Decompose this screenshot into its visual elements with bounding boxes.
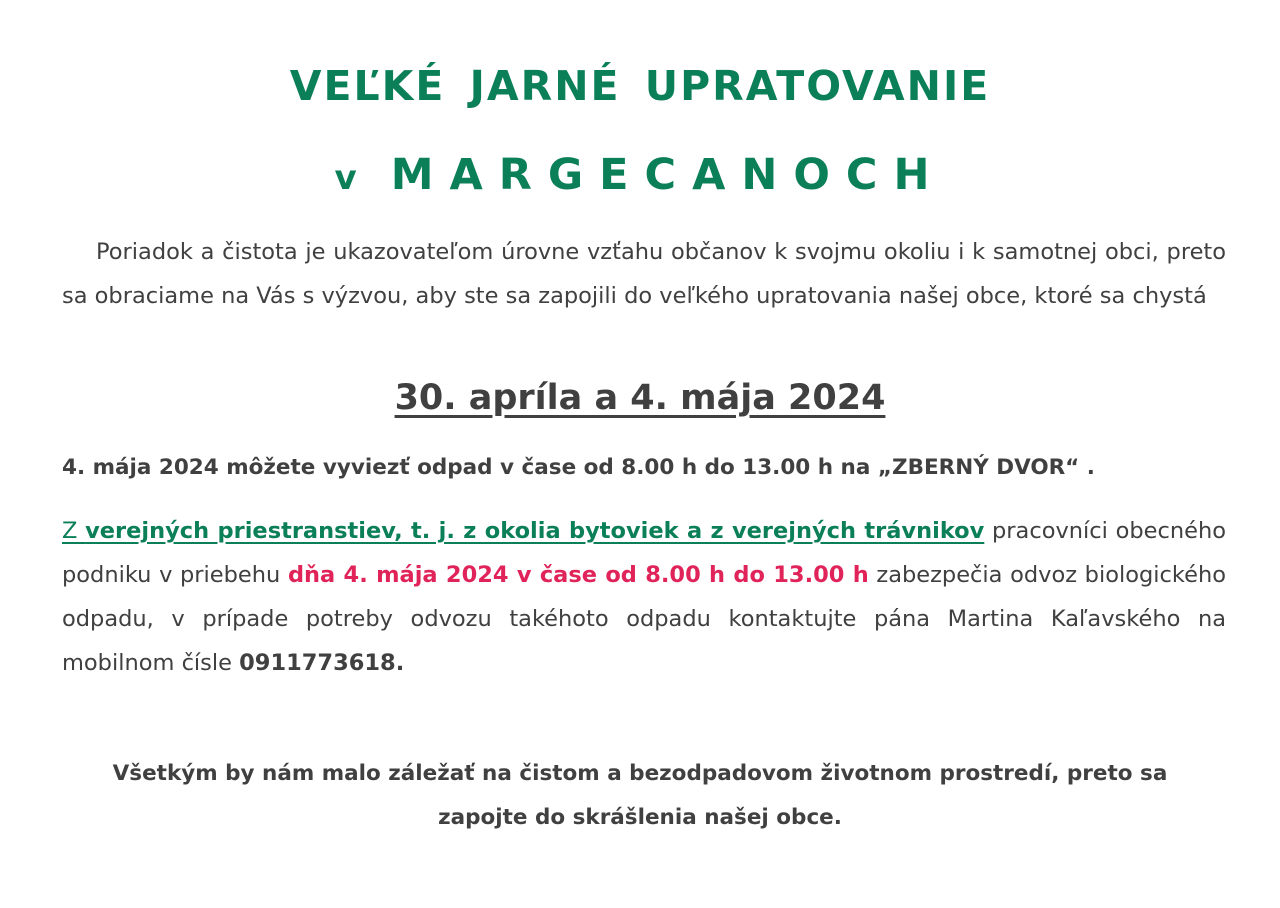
notice-subtitle (0, 150, 1280, 200)
notice-title: VEĽKÉ JARNÉ UPRATOVANIE (289, 62, 991, 110)
collection-paragraph (62, 509, 1226, 685)
contact-phone: 0911773618. (239, 650, 405, 676)
event-dates (0, 378, 1280, 418)
subtitle-prefix: v (334, 158, 357, 198)
collection-text-2: zabezpečia odvoz biologického odpadu, v prípade potreby odvozu takéhoto odpadu kontaktujte pána Martina Kaľavského na mobilnom čísle (62, 562, 1226, 676)
public-spaces-text: verejných priestranstiev, t. j. z okolia bytoviek a z verejných trávnikov (85, 518, 985, 544)
subtitle-village: MARGECANOCH (390, 150, 946, 200)
public-spaces-link (62, 518, 984, 544)
public-spaces-prefix: Z (62, 518, 86, 544)
collection-date-highlight: dňa 4. mája 2024 v čase od 8.00 h do 13.00 h (287, 562, 869, 588)
closing-appeal: Všetkým by nám malo záležať na čistom a bezodpadovom životnom prostredí, preto sa zapojte do skrášlenia našej obce. (112, 761, 1168, 830)
collection-text-1: pracovníci obecného podniku v priebehu (62, 518, 1226, 588)
collection-yard-info: 4. mája 2024 môžete vyviezť odpad v čase od 8.00 h do 13.00 h na „ZBERNÝ DVOR“ . (62, 455, 1095, 480)
event-dates-text: 30. apríla a 4. mája 2024 (394, 378, 886, 418)
intro-paragraph: Poriadok a čistota je ukazovateľom úrovne vzťahu občanov k svojmu okoliu i k samotnej obci, preto sa obraciame na Vás s výzvou, aby ste sa zapojili do veľkého upratovania našej obce, ktoré sa chystá (62, 239, 1226, 309)
